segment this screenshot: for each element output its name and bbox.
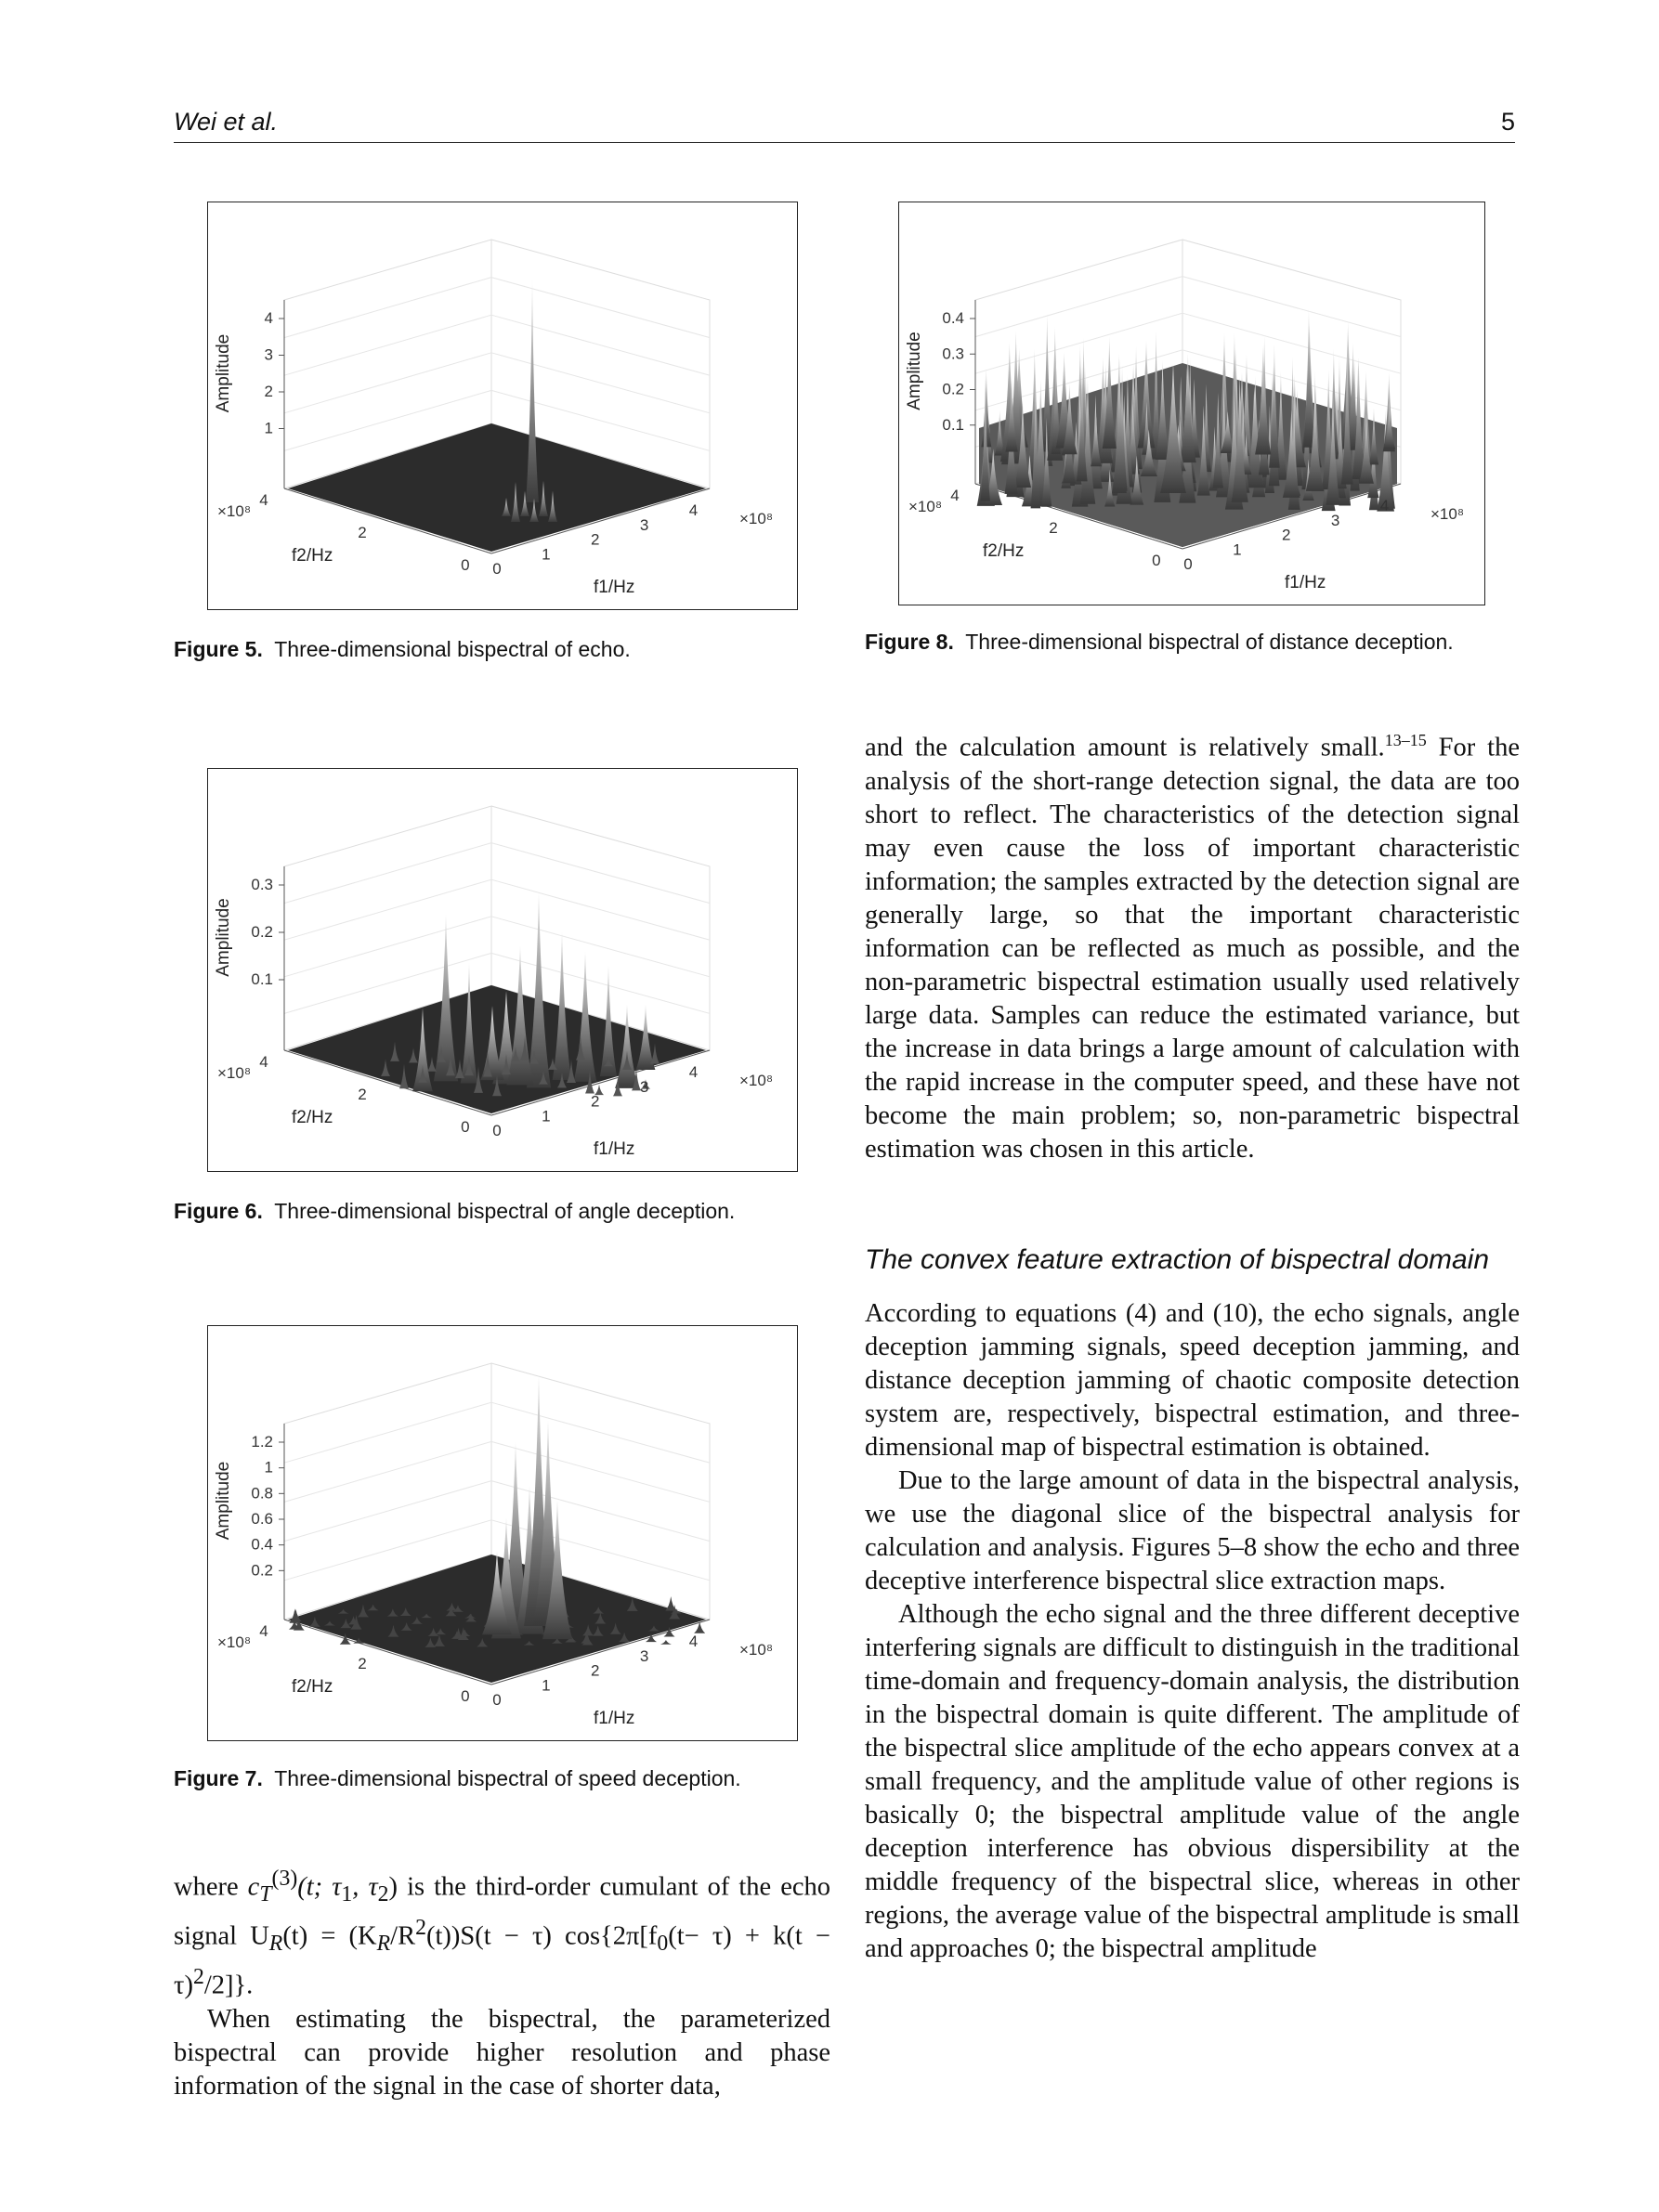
f2-tick-label: 4 [950,487,960,504]
f1-tick-label: 3 [639,1646,649,1665]
f2-exponent: ×10⁸ [217,502,252,520]
z-tick-label: 1.2 [251,1433,273,1451]
figure-8-plot [898,202,1485,605]
f1-exponent: ×10⁸ [739,1072,774,1089]
z-tick-label: 0.1 [942,415,964,434]
f1-tick-label: 3 [639,515,649,534]
f1-tick-label: 1 [542,1676,551,1695]
right-column-text-bottom [865,1297,1520,1966]
f1-tick-label: 4 [688,1633,699,1650]
f2-axis-label: f2/Hz [292,1677,333,1697]
z-axis-label: Amplitude [905,332,924,410]
f1-tick-label: 3 [1330,511,1340,529]
f1-tick-label: 1 [1233,540,1242,559]
f2-exponent: ×10⁸ [217,1633,252,1651]
f2-tick-label: 0 [461,556,470,574]
f1-tick-label: 4 [688,1063,699,1081]
z-tick-label: 0.2 [942,380,964,398]
f1-tick-label: 0 [1183,555,1193,573]
f1-axis-label: f1/Hz [1285,573,1326,592]
z-tick-label: 4 [264,309,273,327]
f1-exponent: ×10⁸ [739,510,774,527]
z-axis-label: Amplitude [214,333,233,413]
f2-exponent: ×10⁸ [908,498,943,515]
paragraph-diagonal-slice: Due to the large amount of data in the bispectral analysis, we use the diagonal slice of the bispectral analysis for calculation and analysis. Figures 5–8 show the echo and three deceptive interference bispectral slice extraction maps. [865,1466,1520,1595]
figure-5-caption: Figure 5. Three-dimensional bispectral of echo. [174,637,631,661]
left-column-text [174,1862,830,2103]
z-tick-label: 0.2 [251,1561,273,1580]
paragraph-cumulant: where $c_T^{(3)}(t$; $\tau_1$, $\tau_2$) is the third-order cumulant of the echo signal $U_R(t) = (K_R/R^2(t))S(t - \tau)$ $\cos\{2\pi[f_0(t- \tau) + k(t - \tau)^2/2]\}$. [174,1867,831,2000]
f2-exponent: ×10⁸ [217,1064,252,1082]
f1-tick-label: 1 [542,545,551,564]
f1-exponent: ×10⁸ [739,1641,774,1659]
paragraph-nonparametric: and the calculation amount is relatively small.$^{13-15}$ For the analysis of the short-range detection signal, the data are too short to reflect. The characteristics of the detection signal may even cause the loss of important characteristic information; the samples extracted by the detection signal are generally large, so that the important characteristic information can be reflected as much as possible, and the non-parametric bispectral estimation usually used relatively large data. Samples can reduce the estimated variance, but the increase in data brings a large amount of calculation with the rapid increase in the computer speed, and these have not become the main problem; so, non-parametric bispectral estimation was chosen in this article. [865,731,1520,1164]
z-tick-label: 0.1 [251,970,273,988]
bispectrum-surface [288,280,706,552]
f1-exponent: ×10⁸ [1430,505,1465,523]
f1-axis-label: f1/Hz [594,1139,635,1159]
z-tick-label: 1 [264,1458,273,1477]
f2-tick-label: 2 [358,1655,367,1672]
f1-tick-label: 3 [639,1077,649,1096]
f1-tick-label: 2 [591,1661,600,1680]
figure-5-plot [207,202,798,610]
f1-axis-label: f1/Hz [594,578,635,597]
f2-tick-label: 4 [259,491,268,509]
f2-tick-label: 4 [259,1622,268,1640]
f1-tick-label: 0 [492,1122,502,1139]
f1-tick-label: 4 [1379,497,1390,514]
z-axis-label: Amplitude [214,1461,233,1541]
f2-tick-label: 2 [358,524,367,541]
header-rule [174,142,1515,143]
paragraph-parameterized: When estimating the bispectral, the parameterized bispectral can provide higher resolution and phase information of the signal in the case of shorter data, [174,2004,830,2101]
f1-tick-label: 2 [591,530,600,549]
surface-peak [660,1640,672,1645]
z-tick-label: 0.8 [251,1484,273,1503]
z-tick-label: 3 [264,345,273,364]
f2-axis-label: f2/Hz [292,1108,333,1127]
page-number: 5 [1500,108,1515,136]
right-column-text-top [865,723,1520,1166]
figure-7-plot [207,1325,798,1741]
f2-tick-label: 0 [1152,552,1161,569]
z-tick-label: 0.3 [251,876,273,893]
figure-6-plot [207,768,798,1172]
f2-tick-label: 0 [461,1687,470,1705]
running-header-author: Wei et al. [174,108,279,136]
z-tick-label: 0.4 [942,309,964,327]
f2-tick-label: 0 [461,1118,470,1136]
figure-8-caption: Figure 8. Three-dimensional bispectral of distance deception. [865,630,1454,654]
f1-tick-label: 2 [591,1092,600,1111]
z-tick-label: 0.6 [251,1510,273,1528]
f2-axis-label: f2/Hz [292,546,333,566]
f1-tick-label: 0 [492,1691,502,1709]
bispectrum-surface [288,1375,706,1683]
f2-tick-label: 2 [1049,519,1058,537]
figure-7-caption: Figure 7. Three-dimensional bispectral of speed deception. [174,1766,741,1790]
f1-tick-label: 2 [1282,526,1291,544]
z-tick-label: 0.4 [251,1535,273,1554]
f1-tick-label: 0 [492,560,502,578]
paragraph-equations: According to equations (4) and (10), the echo signals, angle deception jamming signals, speed deception jamming, and distance deception jamming of chaotic composite detection system are, respectively, bispectral estimation, and three-dimensional map of bispectral estimation is obtained. [865,1299,1520,1462]
paragraph-distribution: Although the echo signal and the three different deceptive interfering signals are difficult to distinguish in the traditional time-domain and frequency-domain analysis, the distribution in the bispectral domain is quite different. The amplitude of the bispectral slice amplitude of the echo appears convex at a small frequency, and the amplitude value of other regions is basically 0; the bispectral amplitude value of the angle deception interference has obvious dispersibility at the middle frequency of the bispectral slice, whereas in other regions, the average value of the bispectral amplitude is small and approaches 0; the bispectral amplitude [865,1600,1520,1963]
z-tick-label: 2 [264,383,273,400]
f2-axis-label: f2/Hz [983,541,1025,561]
z-tick-label: 1 [264,419,273,437]
z-axis-label: Amplitude [214,898,233,977]
section-heading: The convex feature extraction of bispectral domain [865,1244,1490,1275]
f1-axis-label: f1/Hz [594,1709,635,1728]
f1-tick-label: 4 [688,501,699,519]
figure-6-caption: Figure 6. Three-dimensional bispectral of angle deception. [174,1199,736,1223]
f1-tick-label: 1 [542,1107,551,1126]
f2-tick-label: 4 [259,1053,268,1071]
f2-tick-label: 2 [358,1086,367,1103]
z-tick-label: 0.2 [251,923,273,941]
z-tick-label: 0.3 [942,345,964,363]
